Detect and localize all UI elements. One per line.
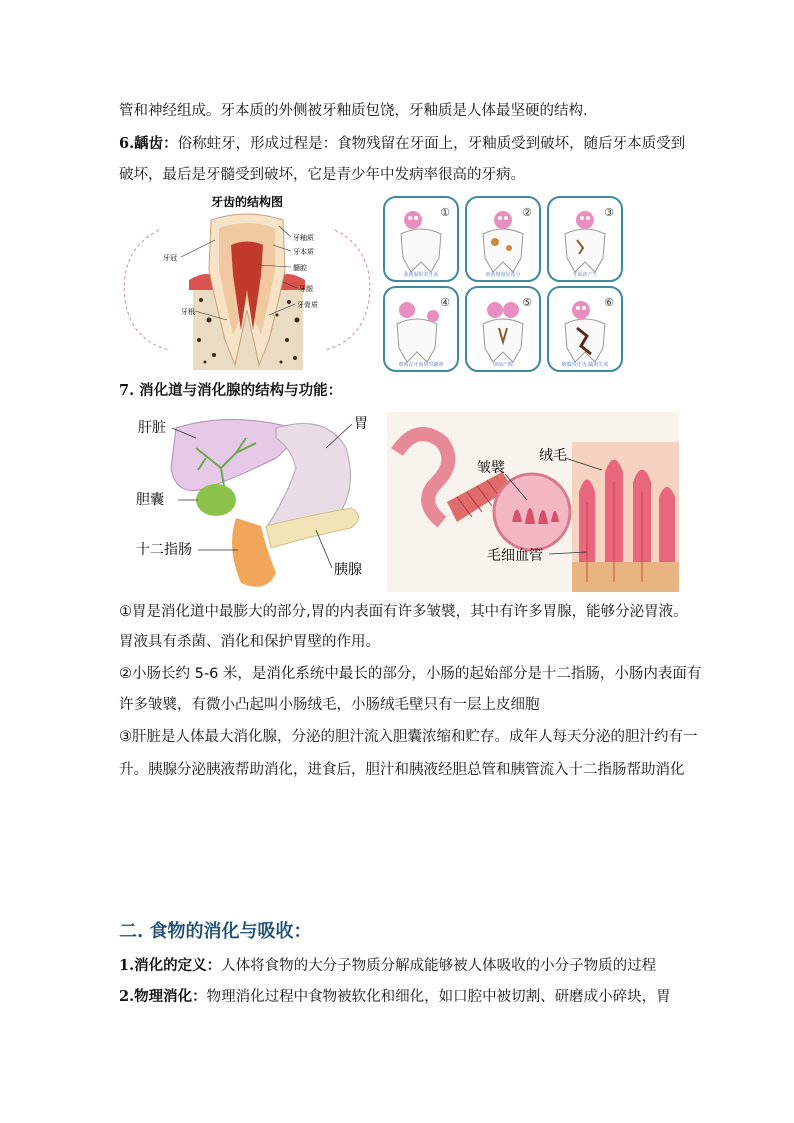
point-2-line2: 许多皱襞，有微小凸起叫小肠绒毛，小肠绒毛壁只有一层上皮细胞	[119, 697, 540, 713]
caries-stage-2	[466, 197, 540, 281]
intestine-villi-figure	[387, 412, 679, 592]
label-fold: 皱襞	[477, 460, 505, 476]
stage-4-number: ④	[440, 296, 450, 309]
stage-5-caption: 细菌产酸	[492, 362, 514, 368]
label-pancreas: 胰腺	[334, 562, 362, 578]
stage-2-number: ②	[522, 206, 532, 219]
caries-paragraph-line1	[119, 134, 685, 154]
label-gum: 牙龈	[299, 285, 313, 293]
label-liver: 肝脏	[138, 420, 166, 436]
label-root: 牙根	[181, 308, 195, 316]
stage-3-caption: 牙面就产生	[572, 272, 598, 278]
point-2-line1: ②小肠长约 5-6 米，是消化系统中最长的部分，小肠的起始部分是十二指肠，小肠内表面有	[119, 666, 702, 682]
caries-stages-grid	[383, 196, 623, 372]
point-1-line2: 胃液具有杀菌、消化和保护胃壁的作用。	[119, 634, 380, 650]
section-2-title: 二. 食物的消化与吸收：	[119, 921, 312, 942]
definition-2	[119, 987, 671, 1007]
definition-1-text: 人体将食物的大分子物质分解成能够被人体吸收的小分子物质的过程	[221, 958, 657, 974]
label-enamel: 牙釉质	[293, 234, 314, 242]
stage-1-caption: 我就黏附着牙面	[403, 272, 439, 278]
stage-5-number: ⑤	[522, 296, 532, 309]
label-bone: 牙骨质	[297, 301, 318, 309]
label-crown: 牙冠	[163, 254, 177, 262]
point-1-line1: ①胃是消化道中最膨大的部分,胃的内表面有许多皱襞，其中有许多胃腺，能够分泌胃液。	[119, 604, 688, 620]
label-capillary: 毛细血管	[487, 548, 543, 564]
stage-4-caption: 细菌在牙菌斑里繁殖	[398, 362, 444, 368]
label-gallbladder: 胆囊	[136, 492, 164, 508]
definition-1	[119, 956, 656, 976]
label-pulp: 髓腔	[293, 264, 307, 272]
point-3-line2: 升。胰腺分泌胰液帮助消化，进食后，胆汁和胰液经胆总管和胰管流入十二指肠帮助消化	[119, 762, 685, 778]
section-7-heading: 7. 消化道与消化腺的结构与功能：	[119, 382, 343, 399]
caries-stage-1	[384, 197, 458, 281]
digestive-organs-figure	[126, 408, 376, 594]
definition-1-heading: 1.消化的定义：	[119, 957, 222, 974]
stage-3-number: ③	[604, 206, 614, 219]
stage-6-number: ⑥	[604, 296, 614, 309]
stage-2-caption: 细菌慢慢侵蚀分	[485, 272, 521, 278]
stage-1-number: ①	[440, 206, 450, 219]
tooth-structure-figure	[119, 190, 375, 370]
caries-heading: 6.龋齿：	[119, 135, 178, 152]
caries-paragraph-line2: 破坏，最后是牙髓受到破坏，它是青少年中发病率很高的牙病。	[119, 167, 525, 183]
caries-stage-3	[548, 197, 622, 281]
caries-text-1: 俗称蛀牙，形成过程是：食物残留在牙面上，牙釉质受到破坏，随后牙本质受到	[177, 136, 686, 152]
definition-2-heading: 2.物理消化：	[119, 988, 207, 1005]
caries-stage-4	[384, 287, 458, 371]
label-villus: 绒毛	[539, 448, 567, 464]
tooth-figure-title: 牙齿的结构图	[210, 195, 284, 209]
label-dentin: 牙本质	[293, 248, 314, 256]
label-stomach: 胃	[354, 416, 368, 432]
caries-stage-5	[466, 287, 540, 371]
label-duodenum: 十二指肠	[136, 542, 192, 558]
paragraph-intro: 管和神经组成。牙本质的外侧被牙釉质包饶，牙釉质是人体最坚硬的结构.	[119, 103, 588, 119]
caries-stage-6	[548, 287, 622, 371]
point-3-line1: ③肝脏是人体最大消化腺，分泌的胆汁流入胆囊浓缩和贮存。成年人每天分泌的胆汁约有一	[119, 729, 698, 745]
definition-2-text: 物理消化过程中食物被软化和细化，如口腔中被切割、研磨成小碎块，胃	[206, 989, 671, 1005]
stage-6-caption: 酸腐蚀牙齿,龋洞生成	[561, 362, 609, 368]
